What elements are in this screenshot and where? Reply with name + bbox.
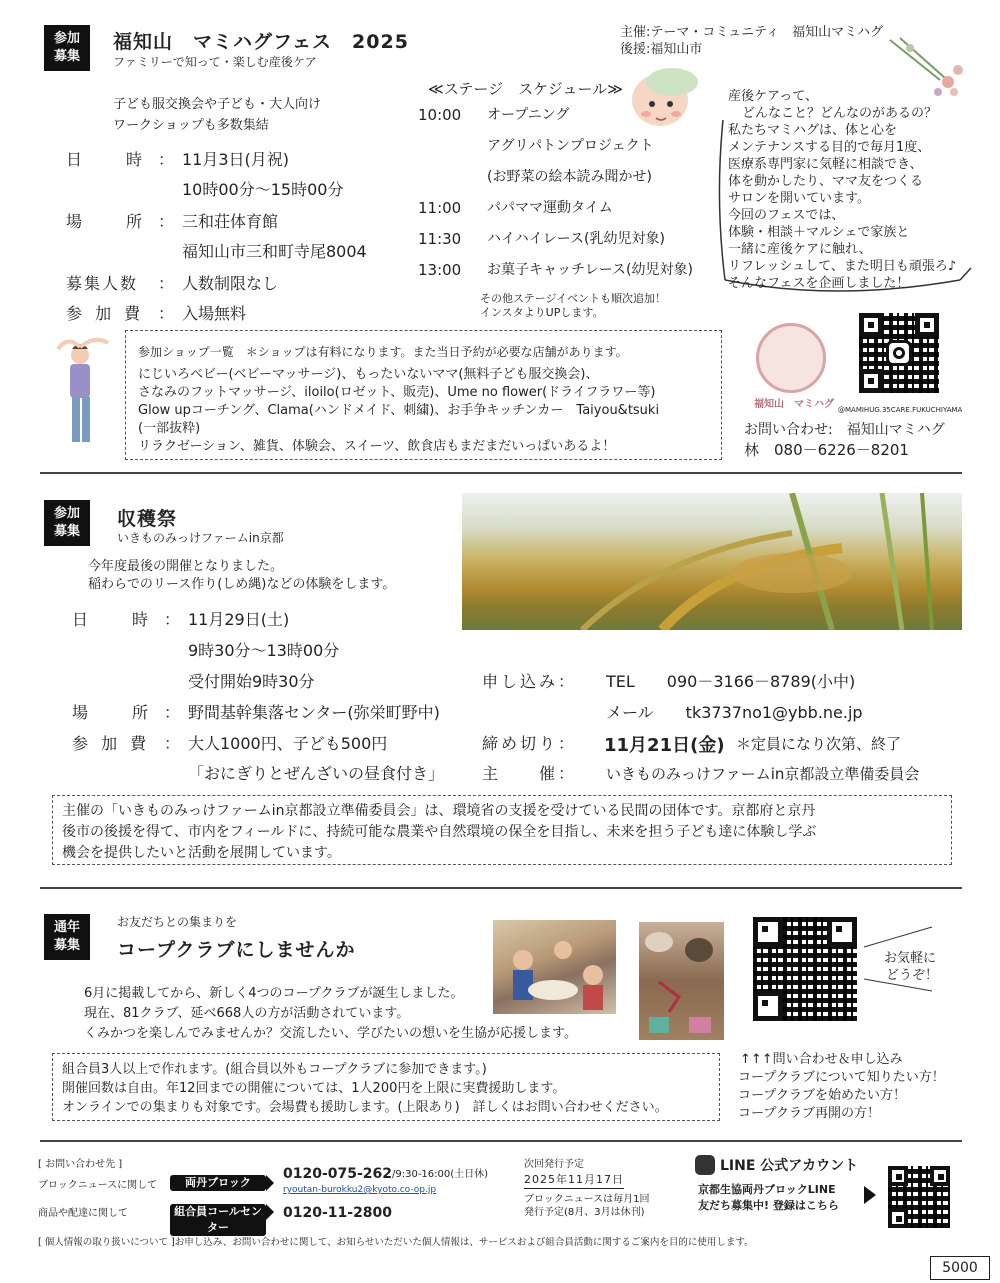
- capacity-value: 人数制限なし: [182, 274, 279, 293]
- stage-item: お菓子キャッチレース(幼児対象): [487, 262, 693, 278]
- yearround-badge: 通年 募集: [44, 914, 90, 960]
- apply-tel[interactable]: TEL 090－3166－8789(小中): [606, 672, 856, 691]
- stage-time: 11:30: [418, 230, 462, 248]
- harvest-note: 後市の後援を得て、市内をフィールドに、持続可能な農業や自然環境の保全を目指し、未来を担う子ども達に体験し学ぶ: [62, 824, 817, 840]
- deadline-note: ＊定員になり次第、終了: [736, 735, 902, 753]
- logo-text: 福知山 マミハグ: [754, 399, 834, 410]
- footer-row2-label: 商品や配達に関して: [38, 1208, 128, 1219]
- shop-line: にじいろベビー(ベビーマッサージ)、もったいないママ(無料子ども服交換会)、: [138, 367, 599, 382]
- stage-note: インスタよりUPします。: [480, 306, 604, 319]
- qr-finder: [915, 313, 939, 337]
- label-fee: 参 加 費: [66, 304, 145, 323]
- footer-row1-label: ブロックニュースに関して: [38, 1180, 158, 1191]
- colon: ：: [164, 734, 181, 753]
- stretching-woman-illustration: [50, 335, 120, 450]
- stage-item: (お野菜の絵本読み聞かせ): [487, 169, 652, 185]
- shop-line: リラクゼーション、雑貨、体験会、スイーツ、飲食店もまだまだいっぱいあるよ！: [138, 439, 616, 454]
- harvest-title: 収穫祭: [117, 508, 178, 530]
- fee-value: 入場無料: [182, 304, 247, 323]
- next-issue-date: 2025年11月17日: [524, 1173, 624, 1189]
- coop-info-line: 組合員3人以上で作れます。(組合員以外もコープクラブに参加できます。): [62, 1062, 487, 1077]
- host-label: 主 催：: [482, 764, 578, 783]
- stage-note: その他ステージイベントも順次追加！: [480, 292, 667, 305]
- harvest-place: 野間基幹集落センター(弥栄町野中): [188, 703, 440, 722]
- line-text: 京都生協両丹ブロックLINE: [698, 1183, 836, 1196]
- bubble-line: 体験・相談＋マルシェで家族と: [728, 225, 910, 240]
- colon: ：: [164, 703, 181, 722]
- qr-finder: [888, 1208, 908, 1228]
- colon: ：: [158, 274, 175, 293]
- bubble-line: 体を動かしたり、ママ友をつくる: [728, 174, 924, 189]
- line-logo-icon: [695, 1155, 715, 1175]
- host-value: いきものみっけファームin京都設立準備委員会: [606, 765, 920, 783]
- next-issue-note: 発行予定(8月、3月は休刊): [524, 1207, 645, 1218]
- coop-contact: コープクラブを始めたい方！: [738, 1088, 906, 1103]
- colon: ：: [158, 304, 175, 323]
- label-place: 場 所: [66, 212, 147, 231]
- coop-contact: コープクラブについて知りたい方！: [738, 1070, 945, 1085]
- instagram-handle: @MAMIHUG.35CARE.FUKUCHIYAMA: [838, 406, 963, 414]
- call-center-pill: 組合員コールセンター: [170, 1204, 266, 1236]
- qr-finder: [859, 313, 883, 337]
- colon: ：: [158, 212, 175, 231]
- address-value: 福知山市三和町寺尾8004: [182, 242, 367, 261]
- stage-item: アグリパトンプロジェクト: [487, 138, 654, 154]
- place-value: 三和荘体育館: [182, 212, 279, 231]
- footer-row1-tel[interactable]: 0120-075-262: [283, 1166, 393, 1182]
- qr-note: どうぞ！: [886, 968, 939, 983]
- harvest-intro: 今年度最後の開催となりました。: [88, 559, 284, 574]
- coop-info-line: オンラインでの集まりも対象です。会場費も援助します。(上限あり) 詳しくはお問い合わせください。: [62, 1100, 668, 1115]
- event-title: 福知山 マミハグフェス 2025: [113, 31, 409, 53]
- bubble-line: 今回のフェスでは、: [728, 208, 845, 223]
- coop-body: くみかつを楽しんでみませんか？交流したい、学びたいの想いを生協が応援します。: [84, 1026, 577, 1041]
- bubble-line: リフレッシュして、また明日も頑張ろ♪: [728, 259, 957, 274]
- bubble-line: 産後ケアって、: [728, 89, 818, 104]
- ryotan-block-pill: 両丹ブロック: [170, 1175, 266, 1191]
- support: 後援:福知山市: [620, 42, 703, 57]
- harvest-lunch: 「おにぎりとぜんざいの昼食付き」: [188, 764, 445, 783]
- coop-contact: ↑↑↑問い合わせ＆申し込み: [740, 1052, 903, 1067]
- time-value: 10時00分～15時00分: [182, 180, 344, 199]
- contact-label: お問い合わせ: 福知山マミハグ: [744, 422, 945, 438]
- harvest-fee: 大人1000円、子ども500円: [188, 734, 388, 753]
- privacy-notice: [ 個人情報の取り扱いについて ]お申し込み、お問い合わせに関して、お知らせいただいた個人情報は、サービスおよび組合員活動に関するご案内を目的に使用します。: [38, 1237, 754, 1248]
- footer-heading: [ お問い合わせ先 ]: [38, 1159, 123, 1170]
- coop-pretitle: お友だちとの集まりを: [117, 915, 238, 929]
- harvest-time: 9時30分～13時00分: [188, 641, 340, 660]
- intro-line-2: ワークショップも多数集結: [113, 118, 269, 133]
- bubble-line: メンテナンスする目的で毎月1度、: [728, 140, 931, 155]
- qr-finder: [888, 1166, 908, 1186]
- bubble-line: 私たちマミハグは、体と心を: [728, 123, 898, 138]
- bubble-line: そんなフェスを企画しました！: [728, 276, 910, 291]
- section-divider: [40, 887, 962, 889]
- harvest-reception: 受付開始9時30分: [188, 672, 315, 691]
- bubble-line: 一緒に産後ケアに触れ、: [728, 242, 872, 257]
- harvest-date: 11月29日(土): [188, 610, 290, 629]
- qr-finder: [859, 369, 883, 393]
- line-text: 友だち募集中! 登録はこちら: [698, 1199, 839, 1212]
- page-number: 5000: [930, 1256, 990, 1280]
- label-place: 場 所: [72, 703, 153, 722]
- coop-photo-crafts: [639, 922, 724, 1040]
- date-value: 11月3日(月祝): [182, 150, 290, 169]
- bubble-line: どんなこと？どんなのがあるの？: [742, 106, 938, 121]
- intro-line-1: 子ども服交換会や子ども・大人向け: [113, 97, 322, 112]
- stage-time: 11:00: [418, 199, 462, 217]
- harvest-note: 主催の「いきものみっけファームin京都設立準備委員会」は、環境省の支援を受けている民間の団体です。京都府と京丹: [62, 803, 816, 819]
- qr-note: お気軽に: [884, 951, 937, 966]
- label-capacity: 募集人数: [66, 274, 139, 293]
- bubble-line: 医療系専門家に気軽に相談でき、: [728, 157, 923, 172]
- coop-body: 6月に掲載してから、新しく4つのコープクラブが誕生しました。: [84, 986, 464, 1001]
- colon: ：: [158, 150, 175, 169]
- qr-finder: [930, 1166, 950, 1186]
- bubble-text: [728, 88, 956, 292]
- coop-contact: コープクラブ再開の方！: [738, 1106, 880, 1121]
- qr-finder: [753, 991, 783, 1021]
- coop-body: 現在、81クラブ、延べ668人の方が活動されています。: [84, 1006, 410, 1021]
- apply-label: 申し込み：: [482, 672, 578, 691]
- recruit-badge: 参加 募集: [44, 500, 90, 546]
- deadline-label: 締め切り：: [482, 734, 578, 753]
- next-issue-label: 次回発行予定: [524, 1159, 584, 1170]
- next-issue-note: ブロックニュースは毎月1回: [524, 1194, 650, 1205]
- instagram-icon-lens: [893, 347, 905, 359]
- stage-item: ハイハイレース(乳幼児対象): [487, 231, 665, 247]
- deadline-date: 11月21日(金): [604, 735, 725, 756]
- footer-divider: [40, 1140, 962, 1142]
- shop-line: (一部抜粋): [138, 421, 201, 436]
- label-fee: 参 加 費: [72, 734, 151, 753]
- coop-info-line: 開催回数は自由。年12回までの開催については、1人200円を上限に実費援助します。: [62, 1081, 566, 1096]
- arrow-right-icon: [864, 1186, 876, 1204]
- stage-time: 10:00: [418, 106, 462, 124]
- footer-row1-hours: /9:30-16:00(土日休): [392, 1169, 489, 1180]
- recruit-badge: 参加 募集: [44, 25, 90, 71]
- qr-finder: [827, 917, 857, 947]
- line-title: LINE 公式アカウント: [720, 1158, 859, 1174]
- harvest-note: 機会を提供したいと活動を展開しています。: [62, 845, 341, 861]
- mamihug-logo: [756, 323, 826, 393]
- coop-photo-children: [493, 920, 616, 1014]
- stage-item: パパママ運動タイム: [487, 200, 613, 216]
- footer-row2-tel[interactable]: 0120-11-2800: [283, 1205, 393, 1221]
- bubble-line: サロンを開いています。: [728, 191, 870, 206]
- footer-row1-mail[interactable]: ryoutan-burokku2@kyoto.co-op.jp: [283, 1185, 437, 1195]
- stage-time: 13:00: [418, 261, 462, 279]
- rice-field-photo: [462, 493, 962, 630]
- shop-line: Glow upコーチング、Clama(ハンドメイド、刺繍)、お手争キッチンカー Taiyou&tsuki: [138, 403, 660, 418]
- qr-finder: [753, 917, 783, 947]
- harvest-subtitle: いきものみっけファームin京都: [117, 531, 284, 545]
- colon: ：: [164, 610, 181, 629]
- coop-title: コープクラブにしませんか: [117, 939, 356, 961]
- shop-heading: 参加ショップ一覧 ＊ショップは有料になります。また当日予約が必要な店舗があります。: [138, 345, 628, 359]
- apply-mail[interactable]: メール tk3737no1@ybb.ne.jp: [606, 703, 863, 722]
- label-date: 日 時: [66, 150, 147, 169]
- event-subtitle: ファミリーで知って・楽しむ産後ケア: [113, 55, 317, 69]
- baby-illustration: [612, 60, 714, 138]
- organizer: 主催:テーマ・コミュニティ 福知山マミハグ: [620, 25, 884, 40]
- section-divider: [40, 472, 962, 474]
- contact-tel[interactable]: 林 080－6226－8201: [744, 441, 909, 459]
- stage-item: オープニング: [487, 107, 570, 123]
- stage-title: ≪ステージ スケジュール≫: [428, 80, 623, 98]
- shop-line: さなみのフットマッサージ、iloilo(ロゼット、販売)、Ume no flower(ドライフラワー等): [138, 385, 656, 400]
- harvest-intro: 稲わらでのリース作り(しめ縄)などの体験をします。: [88, 577, 396, 592]
- label-date: 日 時: [72, 610, 153, 629]
